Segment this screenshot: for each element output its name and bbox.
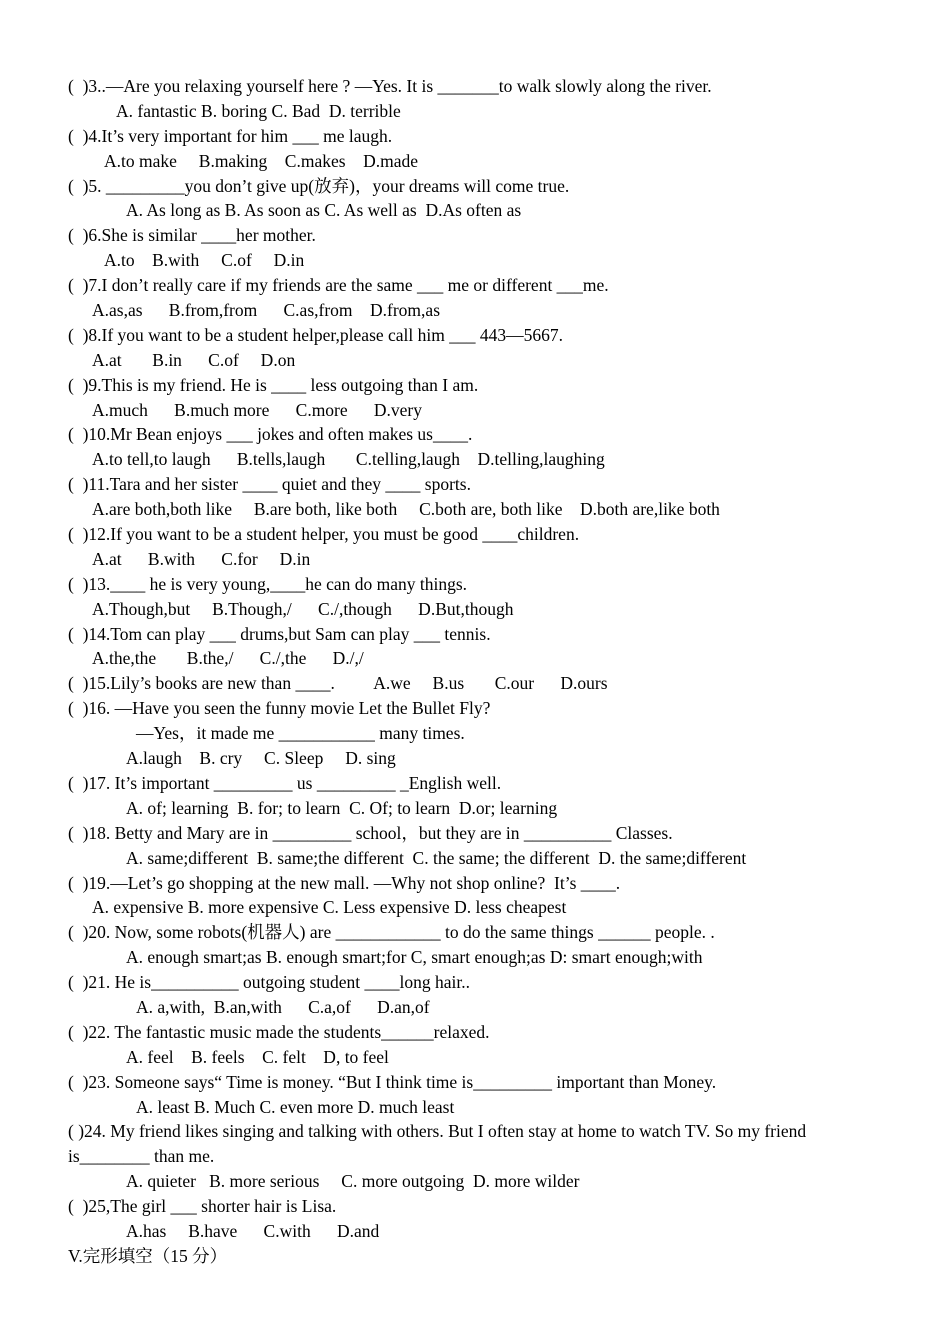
question-12: ( )12.If you want to be a student helper, you must be good ____children. <box>68 524 580 545</box>
options-3: A. fantastic B. boring C. Bad D. terrible <box>116 100 401 121</box>
options-14: A.the,the B.the,/ C./,the D./,/ <box>92 648 364 669</box>
question-22: ( )22. The fantastic music made the students______relaxed. <box>68 1021 490 1042</box>
question-8: ( )8.If you want to be a student helper,please call him ___ 443—5667. <box>68 324 564 345</box>
question-9: ( )9.This is my friend. He is ____ less outgoing than I am. <box>68 374 479 395</box>
question-23: ( )23. Someone says“ Time is money. “But I think time is_________ important than Money. <box>68 1071 717 1092</box>
question-18: ( )18. Betty and Mary are in _________ school，but they are in __________ Classes. <box>68 822 673 843</box>
question-17: ( )17. It’s important _________ us _________ _English well. <box>68 772 502 793</box>
question-24: ( )24. My friend likes singing and talking with others. But I often stay at home to watch TV. So my friend is________ than me. <box>68 1121 807 1167</box>
options-21: A. a,with, B.an,with C.a,of D.an,of <box>136 996 430 1017</box>
options-23: A. least B. Much C. even more D. much least <box>136 1096 455 1117</box>
section-heading-cloze: V.完形填空（15 分） <box>68 1245 228 1266</box>
question-25: ( )25,The girl ___ shorter hair is Lisa. <box>68 1196 337 1217</box>
options-11: A.are both,both like B.are both, like both C.both are, both like D.both are,like both <box>92 499 720 520</box>
question-16-reply: —Yes，it made me ___________ many times. <box>136 723 465 744</box>
options-7: A.as,as B.from,from C.as,from D.from,as <box>92 300 441 321</box>
options-24: A. quieter B. more serious C. more outgoing D. more wilder <box>126 1171 580 1192</box>
options-5: A. As long as B. As soon as C. As well as D.As often as <box>126 200 522 221</box>
options-12: A.at B.with C.for D.in <box>92 548 311 569</box>
question-4: ( )4.It’s very important for him ___ me laugh. <box>68 125 393 146</box>
question-20: ( )20. Now, some robots(机器人) are ____________ to do the same things ______ people. . <box>68 922 715 943</box>
question-10: ( )10.Mr Bean enjoys ___ jokes and often makes us____. <box>68 424 473 445</box>
options-22: A. feel B. feels C. felt D, to feel <box>126 1046 389 1067</box>
question-21: ( )21. He is__________ outgoing student ____long hair.. <box>68 972 470 993</box>
options-9: A.much B.much more C.more D.very <box>92 399 423 420</box>
options-18: A. same;different B. same;the different C. the same; the different D. the same;different <box>126 847 747 868</box>
question-14: ( )14.Tom can play ___ drums,but Sam can play ___ tennis. <box>68 623 491 644</box>
exam-page <box>68 74 888 1269</box>
question-11: ( )11.Tara and her sister ____ quiet and they ____ sports. <box>68 474 471 495</box>
options-17: A. of; learning B. for; to learn C. Of; to learn D.or; learning <box>126 797 558 818</box>
question-3: ( )3..—Are you relaxing yourself here ? —Yes. It is _______to walk slowly along the river. <box>68 76 712 96</box>
question-15: ( )15.Lily’s books are new than ____. A.we B.us C.our D.ours <box>68 673 608 694</box>
question-13: ( )13.____ he is very young,____he can do many things. <box>68 573 468 594</box>
options-20: A. enough smart;as B. enough smart;for C, smart enough;as D: smart enough;with <box>126 947 703 968</box>
options-25: A.has B.have C.with D.and <box>126 1221 380 1241</box>
question-7: ( )7.I don’t really care if my friends are the same ___ me or different ___me. <box>68 275 609 296</box>
question-5: ( )5. _________you don’t give up(放弃)，your dreams will come true. <box>68 175 570 196</box>
options-19: A. expensive B. more expensive C. Less expensive D. less cheapest <box>92 897 567 918</box>
options-13: A.Though,but B.Though,/ C./,though D.But,though <box>92 598 514 619</box>
question-19: ( )19.—Let’s go shopping at the new mall. —Why not shop online? It’s ____. <box>68 872 621 893</box>
question-6: ( )6.She is similar ____her mother. <box>68 225 316 246</box>
options-16: A.laugh B. cry C. Sleep D. sing <box>126 748 396 769</box>
options-8: A.at B.in C.of D.on <box>92 349 296 370</box>
options-4: A.to make B.making C.makes D.made <box>104 150 418 171</box>
options-10: A.to tell,to laugh B.tells,laugh C.telling,laugh D.telling,laughing <box>92 449 605 470</box>
options-6: A.to B.with C.of D.in <box>104 250 305 271</box>
question-16: ( )16. —Have you seen the funny movie Let the Bullet Fly? <box>68 698 491 719</box>
